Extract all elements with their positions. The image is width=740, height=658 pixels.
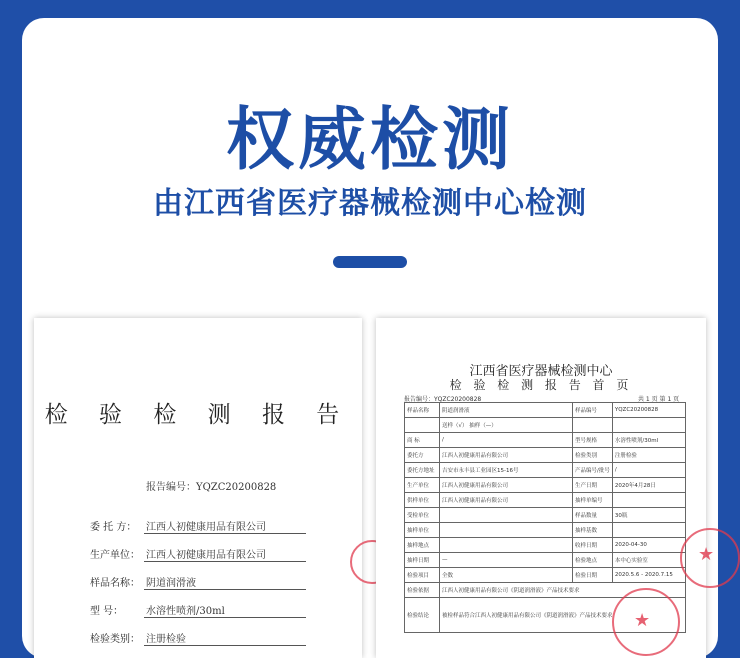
table-cell: 江西人初健康用品有限公司 (440, 478, 573, 493)
table-row (405, 433, 686, 448)
page-subtitle: 由江西省医疗器械检测中心检测 (153, 186, 587, 221)
table-cell: 抽样单编号 (573, 493, 613, 508)
table-cell: 委托方地址 (405, 463, 440, 478)
table-cell: 抽样地点 (405, 538, 440, 553)
table-cell: 吉安市永丰县工业园区15-16号 (440, 463, 573, 478)
page-count-meta: 共 1 页 第 1 页 (638, 396, 680, 403)
table-cell: 委托方 (405, 448, 440, 463)
table-cell: 受检单位 (405, 508, 440, 523)
table-row (405, 508, 686, 523)
table-cell: 样品编号 (573, 403, 613, 418)
seal-star-icon: ★ (634, 610, 651, 631)
cover-row-sample-name (90, 574, 196, 589)
table-cell: 检验类别 (573, 448, 613, 463)
table-cell (573, 418, 613, 433)
table-row (405, 538, 686, 553)
cover-row-value: 江西人初健康用品有限公司 (144, 546, 306, 562)
table-cell: 收样日期 (573, 538, 613, 553)
table-cell (440, 508, 573, 523)
cover-row-value: 阴道润滑液 (144, 574, 306, 590)
table-cell: 检验依据 (405, 583, 440, 598)
table-cell: 阴道润滑液 (440, 403, 573, 418)
table-row (405, 493, 686, 508)
table-cell: 抽样单位 (405, 523, 440, 538)
table-cell (612, 418, 685, 433)
cover-row-value: 注册检验 (144, 630, 306, 646)
report-number-label: 报告编号： (146, 482, 196, 493)
table-cell: 检验地点 (573, 553, 613, 568)
cover-row-value: 江西人初健康用品有限公司 (144, 518, 306, 534)
table-row (405, 418, 686, 433)
table-cell (612, 523, 685, 538)
report-cover-title: 检 验 检 测 报 告 (44, 402, 352, 428)
report-number-meta: 报告编号：YQZC20200828 (404, 396, 482, 403)
table-cell: 2020-04-30 (612, 538, 685, 553)
table-cell: 检验结论 (405, 598, 440, 633)
table-cell: 30瓶 (612, 508, 685, 523)
table-cell: 型号规格 (573, 433, 613, 448)
cover-row-client (90, 518, 266, 533)
table-cell: 产品编号/批号 (573, 463, 613, 478)
divider-bar (333, 256, 407, 268)
table-row (405, 463, 686, 478)
table-cell: 抽样日期 (405, 553, 440, 568)
cover-row-label: 型 号： (90, 606, 124, 617)
table-cell: 江西人初健康用品有限公司 (440, 448, 573, 463)
table-cell: 2020.5.6 - 2020.7.15 (612, 568, 685, 583)
table-row (405, 478, 686, 493)
seal-star-icon: ★ (698, 544, 715, 565)
cover-row-manufacturer (90, 546, 266, 561)
table-cell: 检验项目 (405, 568, 440, 583)
report-first-page-title: 检 验 检 测 报 告 首 页 (449, 378, 633, 392)
table-cell: 商 标 (405, 433, 440, 448)
table-row (405, 403, 686, 418)
table-cell: 生产日期 (573, 478, 613, 493)
table-cell: 样品数量 (573, 508, 613, 523)
report-number (146, 478, 276, 493)
table-cell: YQZC20200828 (612, 403, 685, 418)
page-title: 权威检测 (225, 101, 514, 180)
table-cell: 被检样品符合江西人初健康用品有限公司《阴道润滑液》产品技术要求 (440, 598, 686, 633)
table-cell (612, 493, 685, 508)
cover-row-test-category (90, 630, 186, 645)
table-cell: / (612, 463, 685, 478)
table-cell: 生产单位 (405, 478, 440, 493)
cover-row-label: 样品名称： (90, 578, 140, 589)
table-cell (440, 538, 573, 553)
cover-row-label: 生产单位： (90, 550, 140, 561)
table-row (405, 568, 686, 583)
table-cell: 本中心实验室 (612, 553, 685, 568)
table-cell: 送样（√） 抽样（—） (440, 418, 573, 433)
cover-row-model (90, 602, 225, 617)
table-cell (440, 523, 573, 538)
table-cell: / (440, 433, 573, 448)
table-cell: 检验日期 (573, 568, 613, 583)
report-number-value: YQZC20200828 (196, 482, 277, 493)
table-cell: 注册检验 (612, 448, 685, 463)
table-cell: 2020年4月28日 (612, 478, 685, 493)
cover-row-label: 检验类别： (90, 634, 140, 645)
table-row (405, 448, 686, 463)
report-cover-document (34, 318, 362, 658)
table-cell (405, 418, 440, 433)
cover-row-value: 水溶性喷剂/30ml (144, 602, 306, 618)
table-cell: 江西人初健康用品有限公司 (440, 493, 573, 508)
table-cell: 抽样基数 (573, 523, 613, 538)
table-cell: — (440, 553, 573, 568)
table-cell: 江西人初健康用品有限公司《阴道润滑液》产品技术要求 (440, 583, 686, 598)
testing-center-name: 江西省医疗器械检测中心 (469, 364, 613, 379)
table-cell: 样品名称 (405, 403, 440, 418)
table-row (405, 523, 686, 538)
table-cell: 全数 (440, 568, 573, 583)
table-cell: 水溶性喷剂/30ml (612, 433, 685, 448)
table-cell: 供样单位 (405, 493, 440, 508)
cover-row-label: 委 托 方： (90, 522, 137, 533)
table-row (405, 553, 686, 568)
report-first-page-document (376, 318, 715, 658)
